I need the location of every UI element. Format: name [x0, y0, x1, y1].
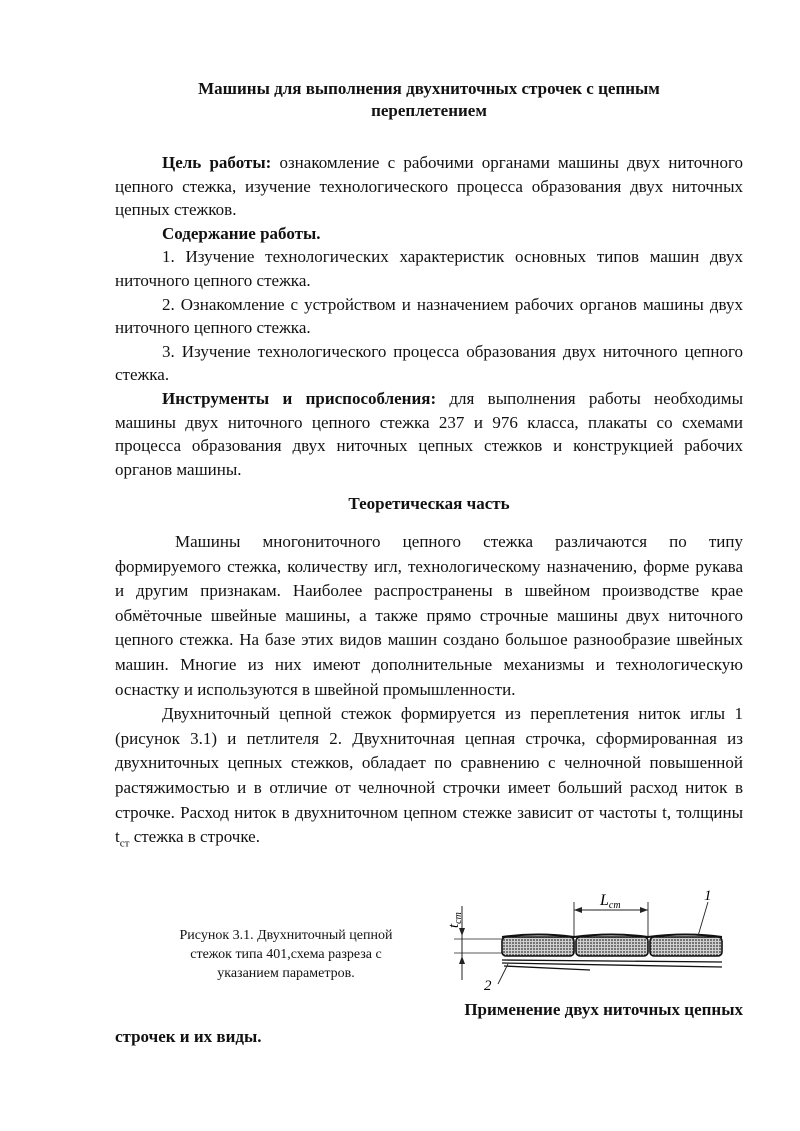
theory-heading: Теоретическая часть	[348, 494, 510, 513]
tools-paragraph	[115, 387, 743, 481]
theory-section	[115, 530, 743, 856]
content-heading: Содержание работы.	[162, 223, 321, 243]
content-item-2: 2. Ознакомление с устройством и назначением рабочих органов машины двух ниточного цепного стежка.	[115, 294, 743, 338]
goal-section	[115, 151, 743, 387]
label-t-st: $t_{ст}$	[446, 912, 464, 928]
stitch-segment	[576, 937, 648, 956]
content-item-1: 1. Изучение технологических характеристик основных типов машин двух ниточного цепного стежка.	[115, 247, 743, 290]
title-line-2: переплетением	[371, 101, 487, 120]
label-looper-thread: 2	[484, 978, 492, 994]
theory-paragraph-2: Двухниточный цепной стежок формируется из переплетения ниток иглы 1 (рисунок 3.1) и петлителя 2. Двухниточная цепная строчка, сформированная из двухниточных цепных стежков, обладает по сравнению с челночной повышенной растяжимостью и в отличие от челночной строчки имеет больший расход ниток в строчке. Расход ниток в двухниточном цепном стежке зависит от частоты t, толщины $t_{ст}$ стежка в строчке.	[115, 704, 743, 850]
application-heading-line-2: строчек и их виды.	[115, 1027, 262, 1046]
tools-section	[115, 387, 743, 481]
stitch-segment	[502, 937, 574, 956]
application-heading-line-1: Применение двух ниточных цепных	[464, 1000, 743, 1019]
stitch-segment	[650, 937, 722, 956]
page-title	[115, 78, 743, 122]
label-needle-thread: 1	[704, 888, 712, 904]
content-item-3: 3. Изучение технологического процесса образования двух ниточного цепного стежка.	[115, 341, 743, 385]
theory-paragraph-1: Машины многониточного цепного стежка различаются по типу формируемого стежка, количеству игл, технологическому назначению, форме рукава и другим признакам. Наиболее распространены в швейном производстве крае обмёточные швейные машины, а также прямо строчные машины двух ниточного цепного стежка. На базе этих видов машин создано большое разнообразие швейных машин. Многие из них имеют дополнительные механизмы и технологическую оснастку и используются в швейной промышленности.	[115, 532, 743, 699]
goal-label: Цель работы:	[162, 153, 272, 172]
label-l-st: Lст	[600, 892, 621, 911]
tools-text: для выполнения работы необходимы машины двух ниточного цепного стежка 237 и 976 класса, плакаты со схемами процесса образования двух ниточных цепных стежков и конструкцией рабочих органов машины.	[115, 389, 743, 479]
tools-label: Инструменты и приспособления:	[162, 389, 437, 408]
goal-paragraph	[115, 151, 743, 222]
goal-text: ознакомление с рабочими органами машины двух ниточного цепного стежка, изучение технологического процесса образования двух ниточных цепных стежков.	[115, 153, 743, 220]
figure-caption: Рисунок 3.1. Двухниточный цепной стежок типа 401,схема разреза с указанием параметров.	[179, 928, 393, 981]
stitch-diagram	[440, 888, 740, 1000]
title-line-1: Машины для выполнения двухниточных строчек с цепным	[198, 79, 660, 98]
